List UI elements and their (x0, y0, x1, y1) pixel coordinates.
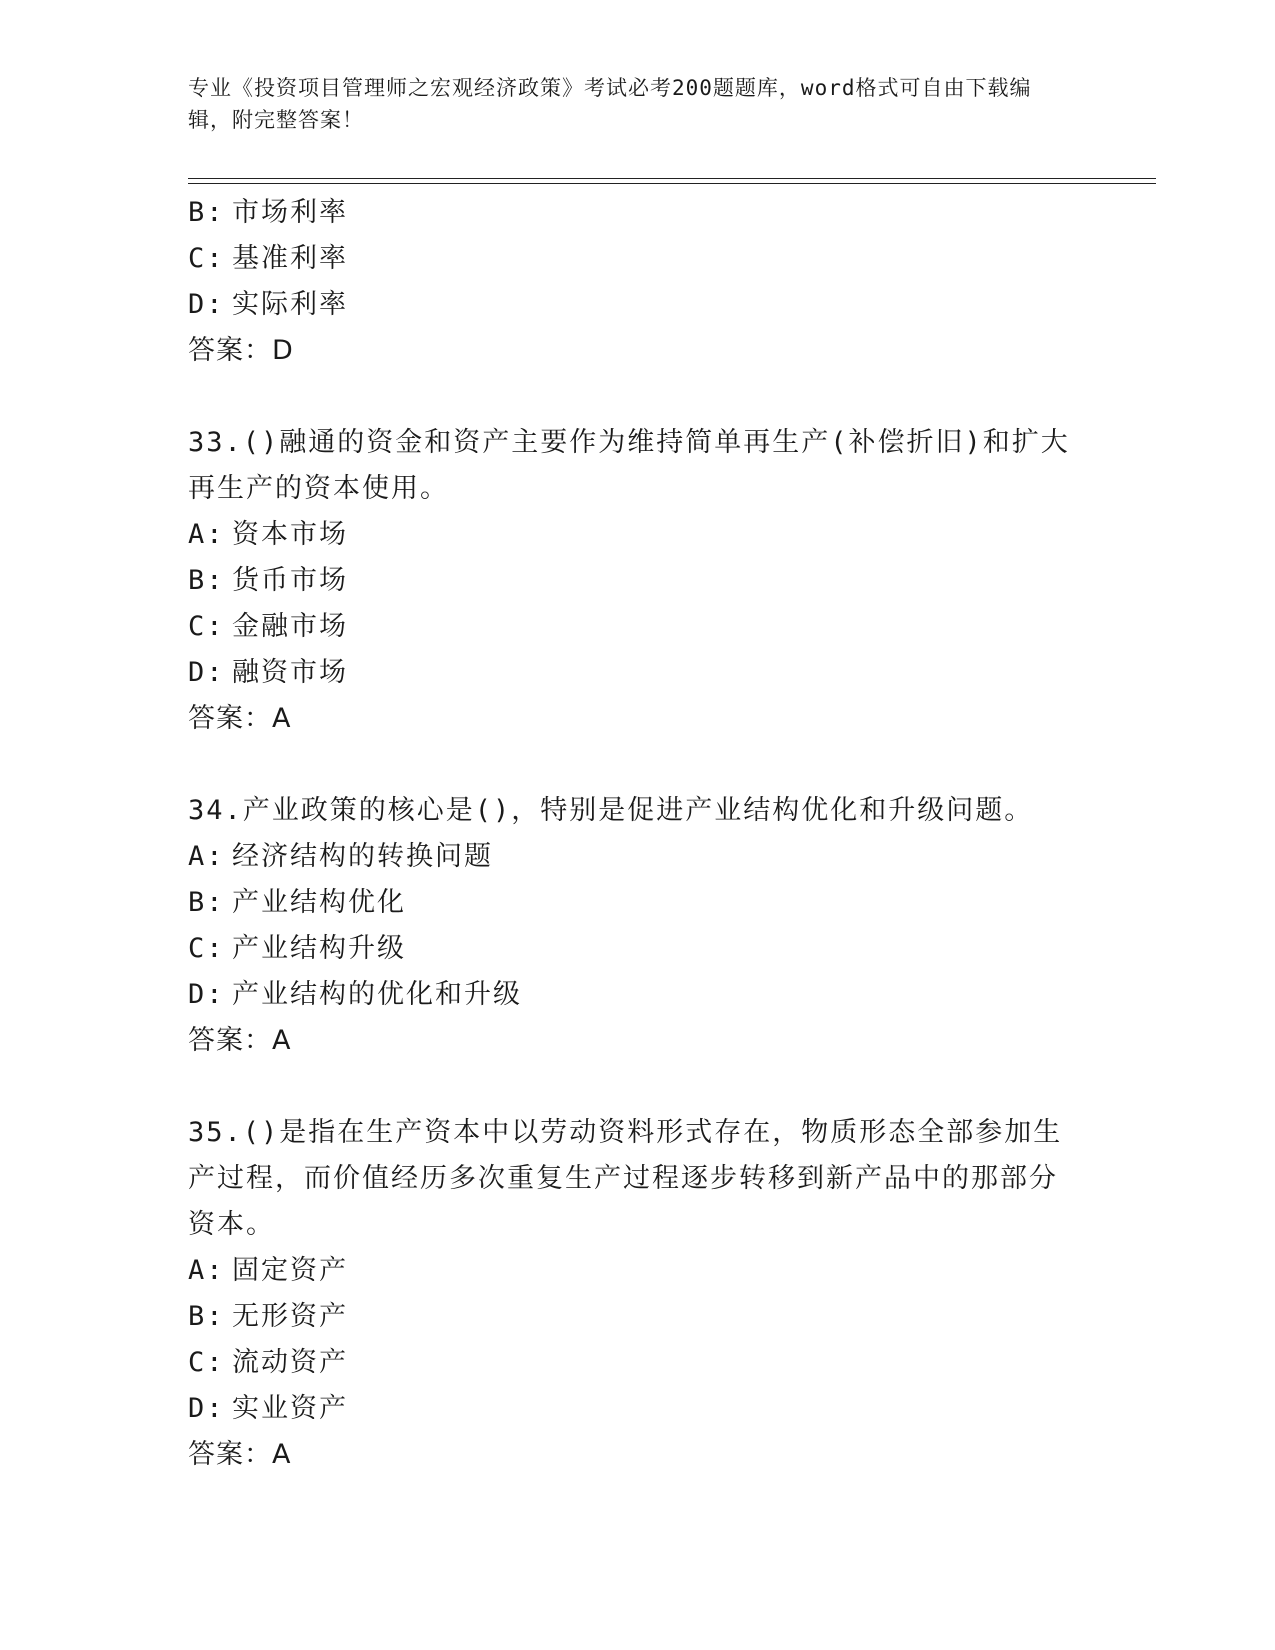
option-b: B: 无形资产 (188, 1301, 348, 1332)
header-rule-bottom (188, 183, 1156, 184)
option-a: A: 固定资产 (188, 1255, 348, 1286)
option-c: C: 基准利率 (188, 243, 348, 274)
option-d: D: 产业结构的优化和升级 (188, 979, 522, 1010)
question-text: 34.产业政策的核心是()，特别是促进产业结构优化和升级问题。 (188, 795, 1034, 826)
question-text: 35.()是指在生产资本中以劳动资料形式存在，物质形态全部参加生产过程，而价值经历多次重复生产过程逐步转移到新产品中的那部分资本。 (188, 1117, 1063, 1240)
document-header: 专业《投资项目管理师之宏观经济政策》考试必考200题题库，word格式可自由下载编辑，附完整答案！ (188, 76, 1032, 132)
option-c: C: 金融市场 (188, 611, 348, 642)
header-rule-top (188, 178, 1156, 179)
option-c: C: 产业结构升级 (188, 933, 406, 964)
option-c: C: 流动资产 (188, 1347, 348, 1378)
option-b: B: 产业结构优化 (188, 887, 406, 918)
answer: 答案：A (188, 1025, 292, 1056)
question-list (188, 190, 1088, 1478)
option-d: D: 实际利率 (188, 289, 348, 320)
option-b: B: 市场利率 (188, 197, 348, 228)
question-text: 33.()融通的资金和资产主要作为维持简单再生产(补偿折旧)和扩大再生产的资本使用。 (188, 427, 1070, 504)
option-d: D: 融资市场 (188, 657, 348, 688)
option-d: D: 实业资产 (188, 1393, 348, 1424)
option-a: A: 资本市场 (188, 519, 348, 550)
option-a: A: 经济结构的转换问题 (188, 841, 493, 872)
answer: 答案：A (188, 703, 292, 734)
answer: 答案：A (188, 1439, 292, 1470)
answer: 答案：D (188, 335, 294, 366)
option-b: B: 货币市场 (188, 565, 348, 596)
